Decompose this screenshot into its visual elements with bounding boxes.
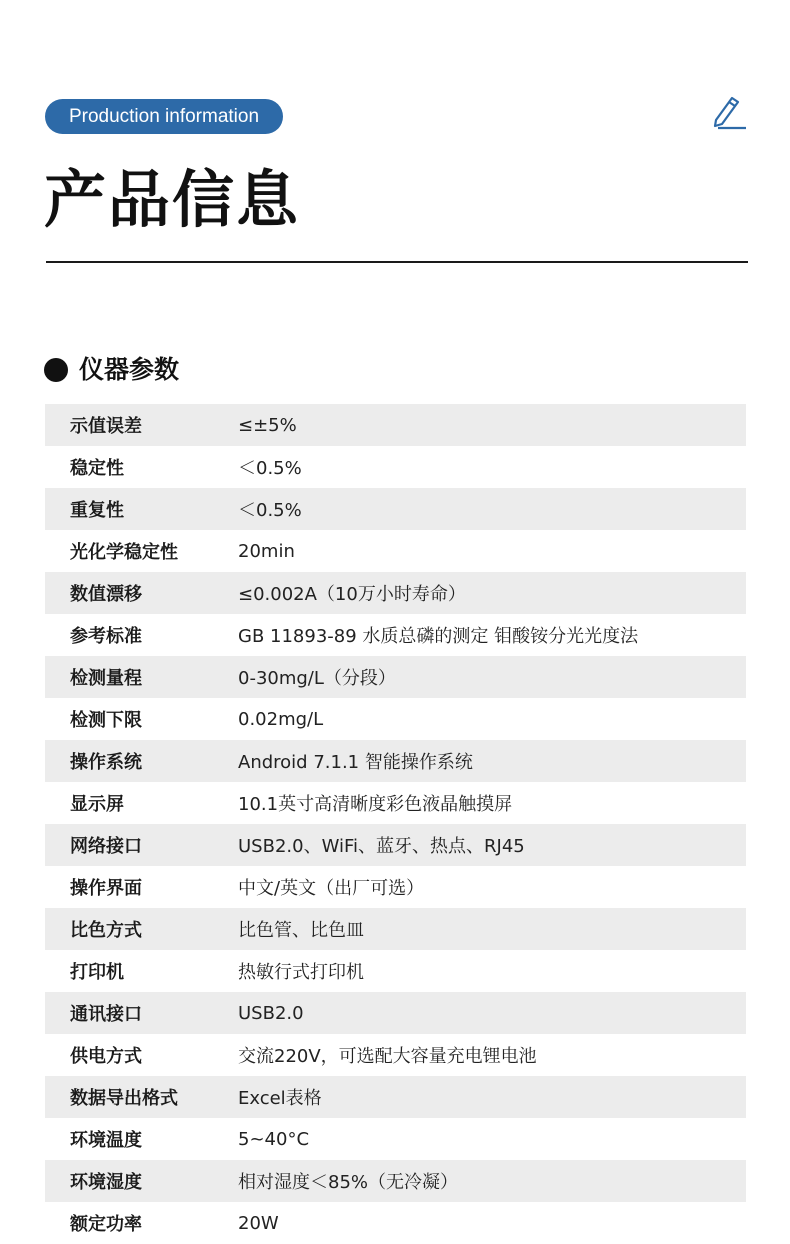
page-title: 产品信息 — [44, 163, 301, 236]
spec-row — [45, 1034, 746, 1076]
spec-value: ≤0.002A（10万小时寿命） — [238, 584, 466, 605]
spec-label: 环境温度 — [70, 1130, 142, 1151]
section-badge: Production information — [45, 99, 283, 134]
spec-label: 检测量程 — [70, 668, 142, 689]
spec-value: 交流220V，可选配大容量充电锂电池 — [238, 1046, 537, 1067]
spec-label: 操作界面 — [70, 878, 142, 899]
spec-row — [45, 950, 746, 992]
spec-value: ≤±5% — [238, 414, 297, 436]
spec-value: USB2.0、WiFi、蓝牙、热点、RJ45 — [238, 836, 525, 857]
section-bullet-icon — [44, 358, 68, 382]
spec-value: ＜0.5% — [238, 500, 302, 521]
spec-row — [45, 992, 746, 1034]
spec-row — [45, 740, 746, 782]
spec-label: 网络接口 — [70, 836, 142, 857]
spec-row — [45, 698, 746, 740]
spec-label: 环境湿度 — [70, 1172, 142, 1193]
spec-value: 10.1英寸高清晰度彩色液晶触摸屏 — [238, 794, 513, 815]
spec-label: 操作系统 — [70, 752, 142, 773]
spec-label: 打印机 — [70, 962, 124, 983]
spec-row — [45, 1076, 746, 1118]
spec-row — [45, 1202, 746, 1244]
spec-table — [45, 404, 746, 1244]
spec-value: 20W — [238, 1212, 279, 1234]
spec-value: 相对湿度＜85%（无冷凝） — [238, 1172, 459, 1193]
spec-label: 示值误差 — [70, 416, 142, 437]
spec-row — [45, 656, 746, 698]
spec-value: 20min — [238, 540, 295, 562]
spec-value: GB 11893-89 水质总磷的测定 钼酸铵分光光度法 — [238, 626, 639, 647]
spec-label: 供电方式 — [70, 1046, 142, 1067]
spec-label: 光化学稳定性 — [70, 542, 178, 563]
spec-label: 检测下限 — [70, 710, 142, 731]
spec-value: ＜0.5% — [238, 458, 302, 479]
spec-label: 参考标准 — [70, 626, 142, 647]
spec-row — [45, 488, 746, 530]
spec-label: 稳定性 — [70, 458, 124, 479]
spec-label: 通讯接口 — [70, 1004, 142, 1025]
spec-row — [45, 866, 746, 908]
spec-value: 中文/英文（出厂可选） — [238, 878, 425, 899]
spec-label: 数据导出格式 — [70, 1088, 178, 1109]
spec-row — [45, 446, 746, 488]
spec-value: Excel表格 — [238, 1088, 322, 1109]
spec-row — [45, 824, 746, 866]
spec-value: USB2.0 — [238, 1002, 304, 1024]
spec-label: 数值漂移 — [70, 584, 142, 605]
spec-row — [45, 614, 746, 656]
spec-value: 0.02mg/L — [238, 708, 324, 730]
spec-value: 0-30mg/L（分段） — [238, 668, 396, 689]
spec-row — [45, 1160, 746, 1202]
spec-row — [45, 1118, 746, 1160]
spec-label: 额定功率 — [70, 1214, 142, 1235]
spec-label: 重复性 — [70, 500, 124, 521]
spec-label: 显示屏 — [70, 794, 124, 815]
spec-row — [45, 530, 746, 572]
pencil-edit-icon[interactable] — [708, 92, 748, 132]
spec-label: 比色方式 — [70, 920, 142, 941]
spec-value: Android 7.1.1 智能操作系统 — [238, 752, 473, 773]
spec-value: 热敏行式打印机 — [238, 962, 364, 983]
spec-row — [45, 908, 746, 950]
title-divider — [46, 261, 748, 263]
spec-row — [45, 404, 746, 446]
section-title: 仪器参数 — [79, 355, 180, 384]
spec-value: 5~40°C — [238, 1128, 310, 1150]
spec-value: 比色管、比色皿 — [238, 920, 364, 941]
spec-row — [45, 572, 746, 614]
spec-row — [45, 782, 746, 824]
